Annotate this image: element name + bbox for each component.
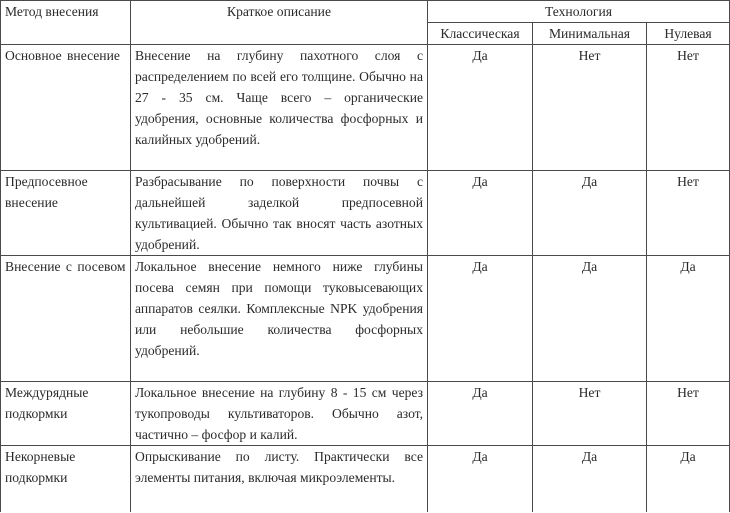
table-row [1, 256, 730, 382]
minimal-cell: Да [533, 446, 647, 512]
header-zero: Нулевая [647, 23, 730, 45]
description-cell: Опрыскивание по листу. Практически все элементы питания, включая микроэлементы. [131, 446, 428, 512]
classic-cell: Да [428, 256, 533, 382]
classic-cell: Да [428, 171, 533, 256]
header-technology: Технология [428, 1, 730, 23]
header-minimal: Минимальная [533, 23, 647, 45]
zero-cell: Нет [647, 45, 730, 171]
method-cell: Внесение с посевом [1, 256, 131, 382]
header-classic: Классическая [428, 23, 533, 45]
zero-cell: Да [647, 256, 730, 382]
description-cell: Разбрасывание по поверхности почвы с дальнейшей заделкой предпосевной культивацией. Обычно так вносят часть азотных удобрений. [131, 171, 428, 256]
description-cell: Внесение на глубину пахотного слоя с распределением по всей его толщине. Обычно на 27 - 35 см. Чаще всего – органические удобрения, основные количества фосфорных и калийных удобрений. [131, 45, 428, 171]
zero-cell: Нет [647, 382, 730, 446]
minimal-cell: Да [533, 256, 647, 382]
description-cell: Локальное внесение немного ниже глубины посева семян при помощи туковысевающих аппаратов сеялки. Комплексные NPK удобрения или небольшие количества фосфорных удобрений. [131, 256, 428, 382]
minimal-cell: Нет [533, 45, 647, 171]
zero-cell: Да [647, 446, 730, 512]
method-cell: Предпосевное внесение [1, 171, 131, 256]
table-row [1, 382, 730, 446]
method-cell: Некорневые подкормки [1, 446, 131, 512]
zero-cell: Нет [647, 171, 730, 256]
description-cell: Локальное внесение на глубину 8 - 15 см через тукопроводы культиваторов. Обычно азот, частично – фосфор и калий. [131, 382, 428, 446]
table-row [1, 171, 730, 256]
classic-cell: Да [428, 382, 533, 446]
classic-cell: Да [428, 45, 533, 171]
table-row [1, 45, 730, 171]
method-cell: Основное внесение [1, 45, 131, 171]
header-row-top [1, 1, 730, 23]
method-cell: Междурядные подкормки [1, 382, 131, 446]
classic-cell: Да [428, 446, 533, 512]
minimal-cell: Да [533, 171, 647, 256]
table-row [1, 446, 730, 512]
header-method: Метод внесения [1, 1, 131, 45]
minimal-cell: Нет [533, 382, 647, 446]
header-description: Краткое описание [131, 1, 428, 45]
